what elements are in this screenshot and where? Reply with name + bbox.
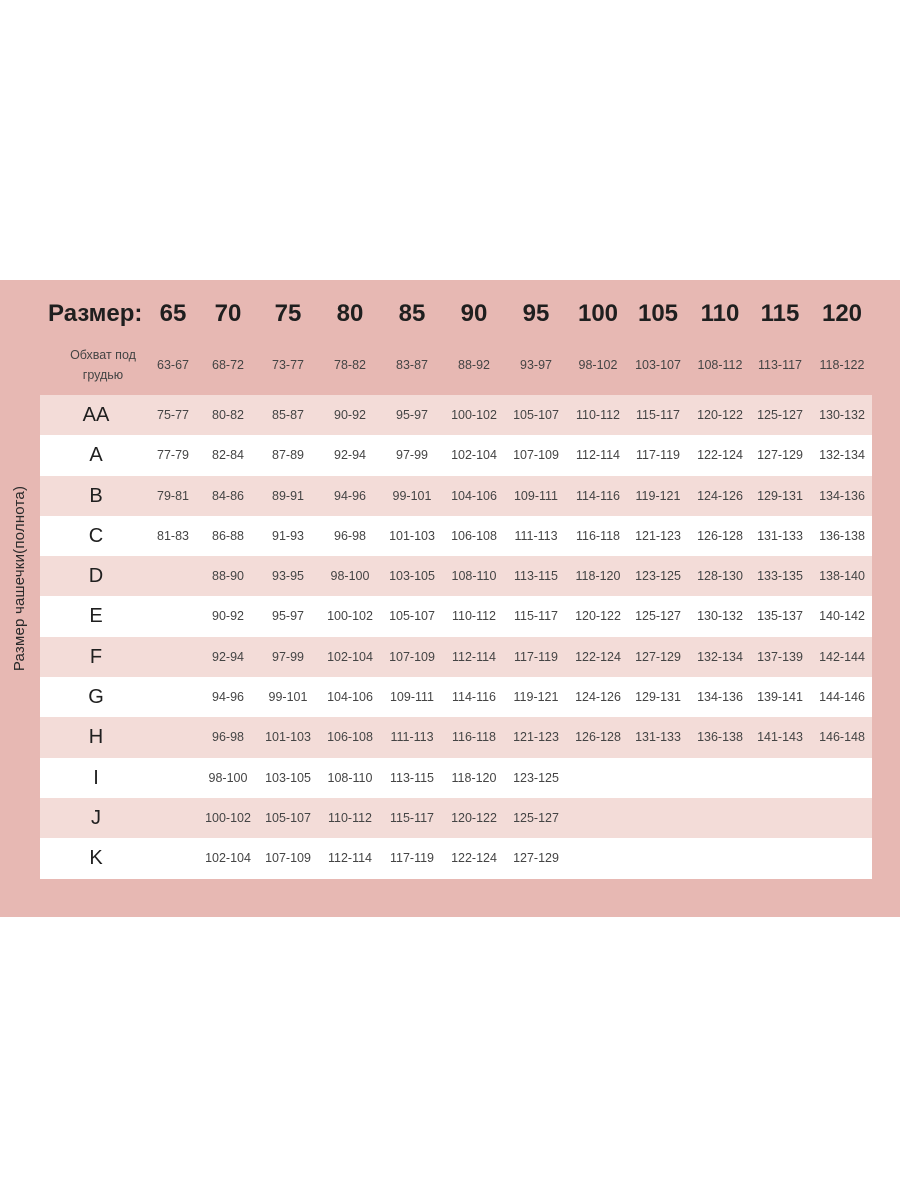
- bust-range-cell: 115-117: [635, 408, 681, 422]
- cup-label: H: [88, 726, 104, 749]
- bust-range-cell: 108-110: [327, 770, 373, 785]
- bust-range-cell: 88-90: [212, 569, 244, 584]
- cup-row-g: [40, 677, 872, 717]
- cup-label: D: [88, 565, 104, 588]
- cup-label: A: [89, 444, 103, 467]
- band-size-120: 120: [821, 300, 863, 327]
- underbust-label-line1: Обхват под: [70, 348, 136, 362]
- bust-range-cell: 109-111: [389, 690, 435, 705]
- bust-range-cell: 115-117: [389, 810, 435, 825]
- cup-row-j: [40, 798, 872, 838]
- cup-row-c: [40, 516, 872, 556]
- bust-range-cell: 127-129: [635, 649, 681, 664]
- bust-range-cell: 132-134: [697, 649, 743, 664]
- bust-range-cell: 105-107: [513, 408, 559, 422]
- cup-label: C: [88, 524, 104, 547]
- bust-range-cell: 79-81: [157, 488, 189, 503]
- underbust-label-line2: грудью: [82, 368, 124, 382]
- underbust-value: 108-112: [697, 358, 743, 372]
- bust-range-cell: 100-102: [451, 408, 497, 422]
- cup-label: J: [91, 806, 101, 829]
- bust-range-cell: 146-148: [819, 730, 865, 745]
- bust-range-cell: 117-119: [513, 649, 559, 664]
- bust-range-cell: 80-82: [212, 408, 244, 422]
- bust-range-cell: 97-99: [396, 448, 428, 463]
- bust-range-cell: 131-133: [635, 730, 681, 745]
- cup-row-i: [40, 758, 872, 798]
- bust-range-cell: 136-138: [697, 730, 743, 745]
- band-size-80: 80: [336, 300, 364, 327]
- bust-range-cell: 86-88: [212, 528, 244, 543]
- bust-range-cell: 134-136: [697, 690, 743, 705]
- cup-row-f: [40, 637, 872, 677]
- bust-range-cell: 133-135: [757, 569, 803, 584]
- bust-range-cell: 89-91: [272, 488, 304, 503]
- bust-range-cell: 96-98: [212, 730, 244, 745]
- bust-range-cell: 121-123: [635, 528, 681, 543]
- underbust-value: 78-82: [334, 358, 366, 372]
- bust-range-cell: 94-96: [212, 690, 244, 705]
- bust-range-cell: 97-99: [272, 649, 304, 664]
- bust-range-cell: 138-140: [819, 569, 865, 584]
- bust-range-cell: 129-131: [757, 488, 803, 503]
- bust-range-cell: 124-126: [697, 488, 743, 503]
- bust-range-cell: 130-132: [697, 609, 743, 624]
- bust-range-cell: 96-98: [334, 528, 366, 543]
- bust-range-cell: 90-92: [212, 609, 244, 624]
- bust-range-cell: 126-128: [575, 730, 621, 745]
- underbust-row: [40, 343, 872, 387]
- band-size-115: 115: [760, 300, 800, 327]
- bust-range-cell: 126-128: [697, 528, 743, 543]
- bust-range-cell: 130-132: [819, 408, 865, 422]
- bust-range-cell: 92-94: [334, 448, 366, 463]
- cup-label: F: [89, 645, 103, 668]
- bust-range-cell: 102-104: [327, 649, 373, 664]
- cup-row-h: [40, 717, 872, 757]
- bust-range-cell: 95-97: [272, 609, 304, 624]
- band-size-105: 105: [637, 300, 679, 327]
- bust-range-cell: 90-92: [334, 408, 366, 422]
- bust-range-cell: 122-124: [451, 851, 497, 866]
- band-size-95: 95: [522, 300, 550, 327]
- bust-range-cell: 102-104: [205, 851, 251, 866]
- bust-range-cell: 107-109: [389, 649, 435, 664]
- underbust-value: 113-117: [757, 358, 803, 372]
- bust-range-cell: 135-137: [757, 609, 803, 624]
- cup-size-axis-label: Размер чашечки(полнота): [11, 485, 29, 671]
- bust-range-cell: 111-113: [514, 528, 558, 543]
- bust-range-cell: 104-106: [327, 690, 373, 705]
- bust-range-cell: 106-108: [327, 730, 373, 745]
- bust-range-cell: 104-106: [451, 488, 497, 503]
- bust-range-cell: 112-114: [451, 649, 497, 664]
- underbust-value: 68-72: [212, 358, 244, 372]
- bust-range-cell: 114-116: [575, 488, 621, 503]
- bust-range-cell: 144-146: [819, 690, 865, 705]
- cup-row-k: [40, 838, 872, 878]
- underbust-value: 118-122: [819, 358, 865, 372]
- bust-range-cell: 115-117: [513, 609, 559, 624]
- bust-range-cell: 107-109: [265, 851, 311, 866]
- band-size-header: [40, 293, 872, 335]
- cup-row-a: [40, 435, 872, 475]
- cup-size-axis-label-container: [8, 458, 32, 698]
- cup-size-table: [40, 395, 872, 879]
- bust-range-cell: 98-100: [208, 770, 248, 785]
- bust-range-cell: 105-107: [389, 609, 435, 624]
- bust-range-cell: 98-100: [330, 569, 370, 584]
- bust-range-cell: 141-143: [757, 730, 803, 745]
- bust-range-cell: 113-115: [389, 770, 435, 785]
- underbust-value: 93-97: [520, 358, 552, 372]
- bust-range-cell: 93-95: [272, 569, 304, 584]
- bust-range-cell: 127-129: [757, 448, 803, 463]
- bust-range-cell: 108-110: [451, 569, 497, 584]
- bust-range-cell: 75-77: [157, 408, 189, 422]
- bust-range-cell: 120-122: [451, 810, 497, 825]
- bust-range-cell: 103-105: [265, 770, 311, 785]
- bust-range-cell: 142-144: [819, 649, 865, 664]
- bust-range-cell: 125-127: [513, 810, 559, 825]
- bust-range-cell: 119-121: [513, 690, 559, 705]
- bust-range-cell: 91-93: [272, 528, 304, 543]
- bust-range-cell: 101-103: [389, 528, 435, 543]
- bust-range-cell: 120-122: [697, 408, 743, 422]
- bust-range-cell: 134-136: [819, 488, 865, 503]
- bust-range-cell: 116-118: [451, 730, 497, 745]
- cup-label: E: [89, 605, 103, 628]
- bust-range-cell: 120-122: [575, 609, 621, 624]
- underbust-value: 63-67: [157, 358, 189, 372]
- band-size-70: 70: [214, 300, 242, 327]
- bust-range-cell: 100-102: [205, 810, 251, 825]
- bust-range-cell: 127-129: [513, 851, 559, 866]
- bust-range-cell: 139-141: [757, 690, 803, 705]
- bust-range-cell: 117-119: [635, 448, 681, 463]
- bust-range-cell: 117-119: [389, 851, 435, 866]
- bust-range-cell: 100-102: [327, 609, 373, 624]
- bust-range-cell: 113-115: [513, 569, 559, 584]
- bust-range-cell: 125-127: [635, 609, 681, 624]
- underbust-value: 83-87: [396, 358, 428, 372]
- bust-range-cell: 87-89: [272, 448, 304, 463]
- underbust-value: 103-107: [635, 358, 681, 372]
- bust-range-cell: 110-112: [327, 810, 373, 825]
- bust-range-cell: 116-118: [575, 528, 621, 543]
- bust-range-cell: 112-114: [575, 448, 621, 463]
- bust-range-cell: 124-126: [575, 690, 621, 705]
- bust-range-cell: 82-84: [212, 448, 244, 463]
- bust-range-cell: 111-113: [390, 730, 434, 745]
- bust-range-cell: 137-139: [757, 649, 803, 664]
- underbust-value: 98-102: [578, 358, 618, 372]
- bust-range-cell: 85-87: [272, 408, 304, 422]
- band-size-85: 85: [398, 300, 426, 327]
- bust-range-cell: 99-101: [392, 488, 432, 503]
- bust-range-cell: 118-120: [451, 770, 497, 785]
- bust-range-cell: 110-112: [575, 408, 621, 422]
- bust-range-cell: 102-104: [451, 448, 497, 463]
- bust-range-cell: 122-124: [575, 649, 621, 664]
- bust-range-cell: 101-103: [265, 730, 311, 745]
- bust-range-cell: 122-124: [697, 448, 743, 463]
- band-size-90: 90: [460, 300, 488, 327]
- bust-range-cell: 95-97: [396, 408, 428, 422]
- bust-range-cell: 106-108: [451, 528, 497, 543]
- bust-range-cell: 107-109: [513, 448, 559, 463]
- bust-range-cell: 92-94: [212, 649, 244, 664]
- cup-row-b: [40, 476, 872, 516]
- band-size-75: 75: [274, 300, 302, 327]
- cup-row-e: [40, 596, 872, 636]
- cup-row-d: [40, 556, 872, 596]
- bust-range-cell: 129-131: [635, 690, 681, 705]
- bust-range-cell: 103-105: [389, 569, 435, 584]
- bust-range-cell: 121-123: [513, 730, 559, 745]
- cup-label: G: [88, 686, 104, 709]
- band-size-65: 65: [159, 300, 187, 327]
- bust-range-cell: 119-121: [635, 488, 681, 503]
- band-size-110: 110: [700, 300, 740, 327]
- bust-range-cell: 84-86: [212, 488, 244, 503]
- bust-range-cell: 94-96: [334, 488, 366, 503]
- bust-range-cell: 77-79: [157, 448, 189, 463]
- bust-range-cell: 131-133: [757, 528, 803, 543]
- cup-label: B: [89, 484, 103, 507]
- bust-range-cell: 105-107: [265, 810, 311, 825]
- bust-range-cell: 128-130: [697, 569, 743, 584]
- bust-range-cell: 123-125: [513, 770, 559, 785]
- band-size-100: 100: [577, 300, 619, 327]
- cup-label: I: [93, 766, 99, 789]
- bust-range-cell: 114-116: [451, 690, 497, 705]
- bust-range-cell: 112-114: [327, 851, 373, 866]
- bust-range-cell: 123-125: [635, 569, 681, 584]
- bust-range-cell: 140-142: [819, 609, 865, 624]
- cup-row-aa: [40, 395, 872, 435]
- bust-range-cell: 125-127: [757, 408, 803, 422]
- bust-range-cell: 136-138: [819, 528, 865, 543]
- cup-label: AA: [82, 404, 110, 426]
- underbust-value: 88-92: [458, 358, 490, 372]
- cup-label: K: [89, 847, 103, 870]
- bust-range-cell: 132-134: [819, 448, 865, 463]
- size-title: Размер:: [48, 300, 143, 327]
- bust-range-cell: 118-120: [575, 569, 621, 584]
- bust-range-cell: 110-112: [451, 609, 497, 624]
- bust-range-cell: 99-101: [268, 690, 308, 705]
- bust-range-cell: 109-111: [513, 488, 559, 503]
- bust-range-cell: 81-83: [157, 528, 189, 543]
- underbust-value: 73-77: [272, 358, 304, 372]
